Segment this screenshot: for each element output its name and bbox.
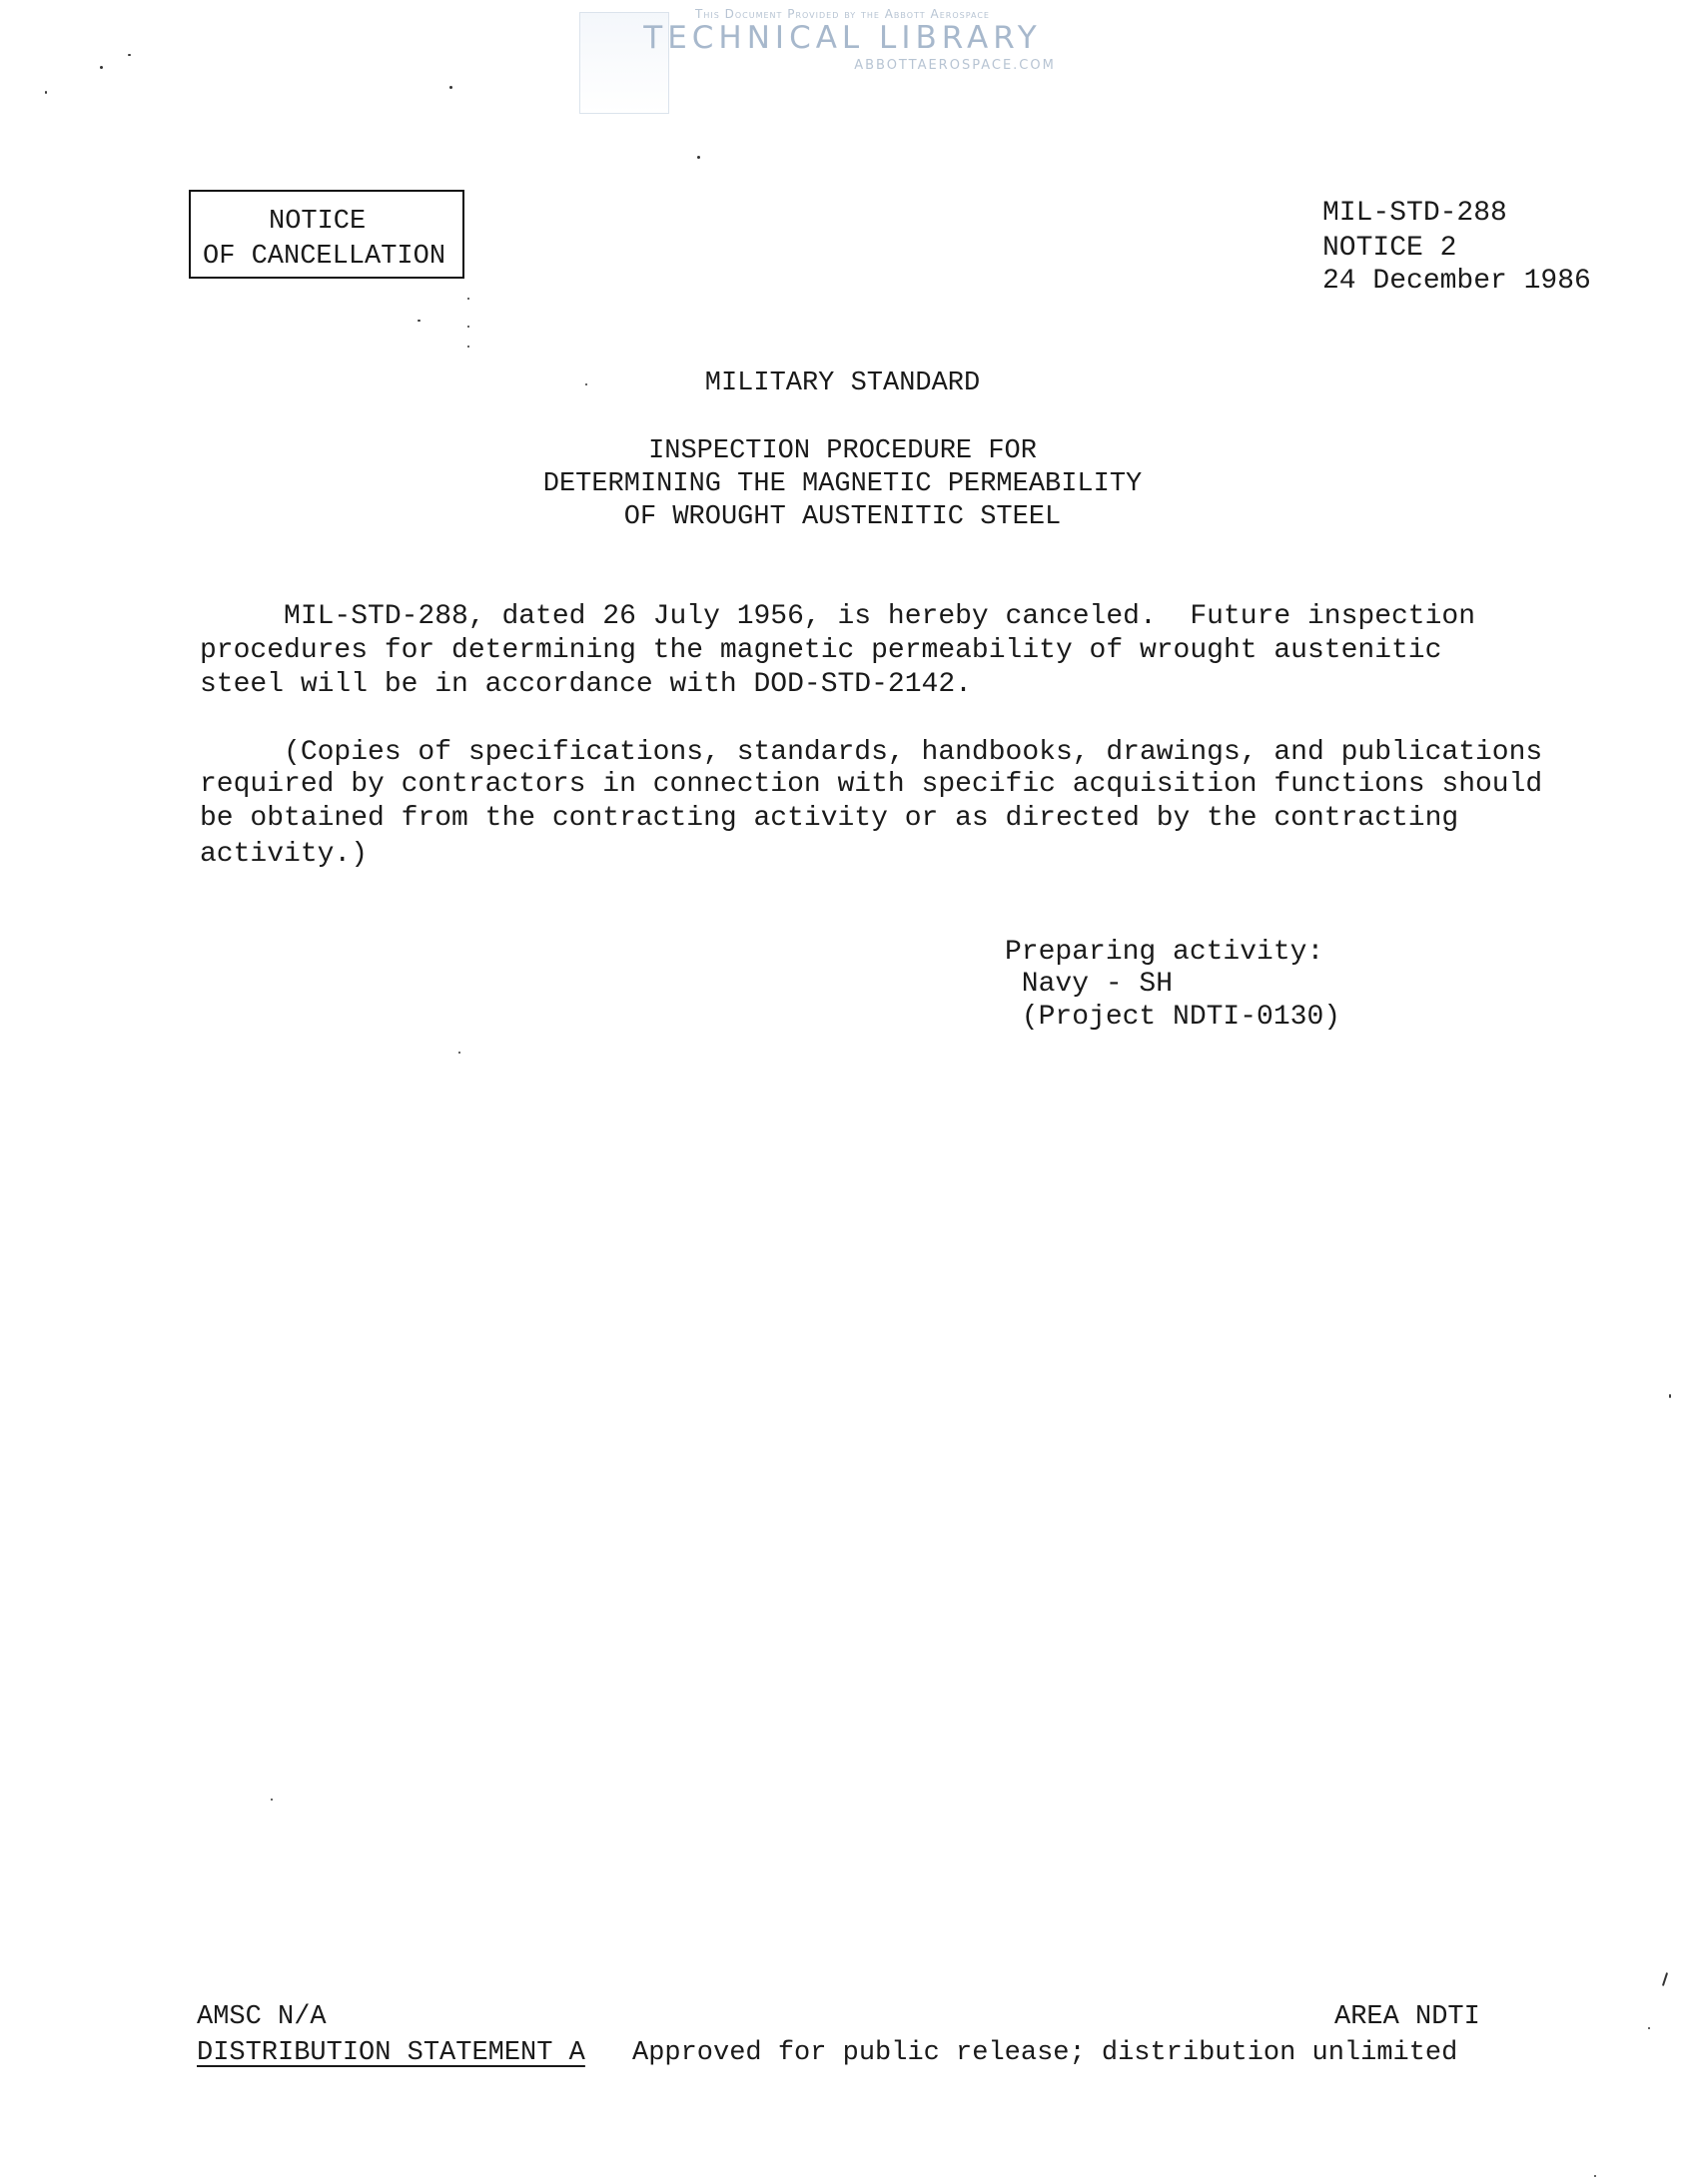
title-line-3: OF WROUGHT AUSTENITIC STEEL [623,502,1062,532]
paragraph2-line-4: activity.) [200,839,369,870]
area-code: AREA NDTI [1334,2002,1480,2032]
preparing-activity-agency: Navy - SH [1005,969,1174,1000]
scan-speck [449,86,452,89]
watermark-provided-by: This Document Provided by the Abbott Aerospace [695,7,990,21]
scan-speck [271,1799,273,1801]
scan-speck [1669,1394,1671,1398]
distribution-statement-label: DISTRIBUTION STATEMENT A [197,2038,585,2068]
preparing-activity-project: (Project NDTI-0130) [1005,1002,1341,1033]
notice-date: 24 December 1986 [1322,266,1591,297]
scan-speck [100,66,103,69]
scan-speck [1594,2175,1596,2177]
preparing-activity-label: Preparing activity: [1005,937,1324,968]
scan-speck [45,91,47,94]
watermark-url: ABBOTTAEROSPACE.COM [854,58,1056,73]
scan-speck [458,1052,460,1054]
distribution-statement-text: Approved for public release; distribution unlimited [632,2038,1458,2068]
title-line-1: INSPECTION PROCEDURE FOR [648,436,1037,466]
paragraph1-line-2: procedures for determining the magnetic permeability of wrought austenitic [200,635,1442,666]
notice-number: NOTICE 2 [1322,233,1457,264]
paragraph2-line-2: required by contractors in connection with specific acquisition functions should [200,769,1543,800]
notice-box-line2: OF CANCELLATION [203,242,446,272]
scan-speck [467,326,469,328]
scan-speck [128,54,131,56]
paragraph1-line-1: MIL-STD-288, dated 26 July 1956, is hereby canceled. Future inspection [200,601,1476,632]
paragraph2-line-1: (Copies of specifications, standards, handbooks, drawings, and publications [200,737,1543,768]
scan-speck [1648,2027,1650,2029]
title-line-2: DETERMINING THE MAGNETIC PERMEABILITY [542,469,1143,499]
watermark-title: TECHNICAL LIBRARY [643,20,1042,56]
doc-id: MIL-STD-288 [1322,198,1507,229]
paragraph1-line-3: steel will be in accordance with DOD-STD-2142. [200,669,972,700]
category-heading: MILITARY STANDARD [704,368,981,398]
scan-speck [1662,1972,1668,1986]
amsc-code: AMSC N/A [197,2002,327,2032]
scan-speck [418,320,421,322]
notice-box-line1: NOTICE [269,207,367,237]
notice-of-cancellation-box [189,190,464,279]
scan-speck [467,298,469,300]
paragraph2-line-3: be obtained from the contracting activity or as directed by the contracting [200,803,1459,834]
scan-speck [585,383,587,385]
scan-speck [467,346,469,348]
scan-speck [697,156,700,159]
